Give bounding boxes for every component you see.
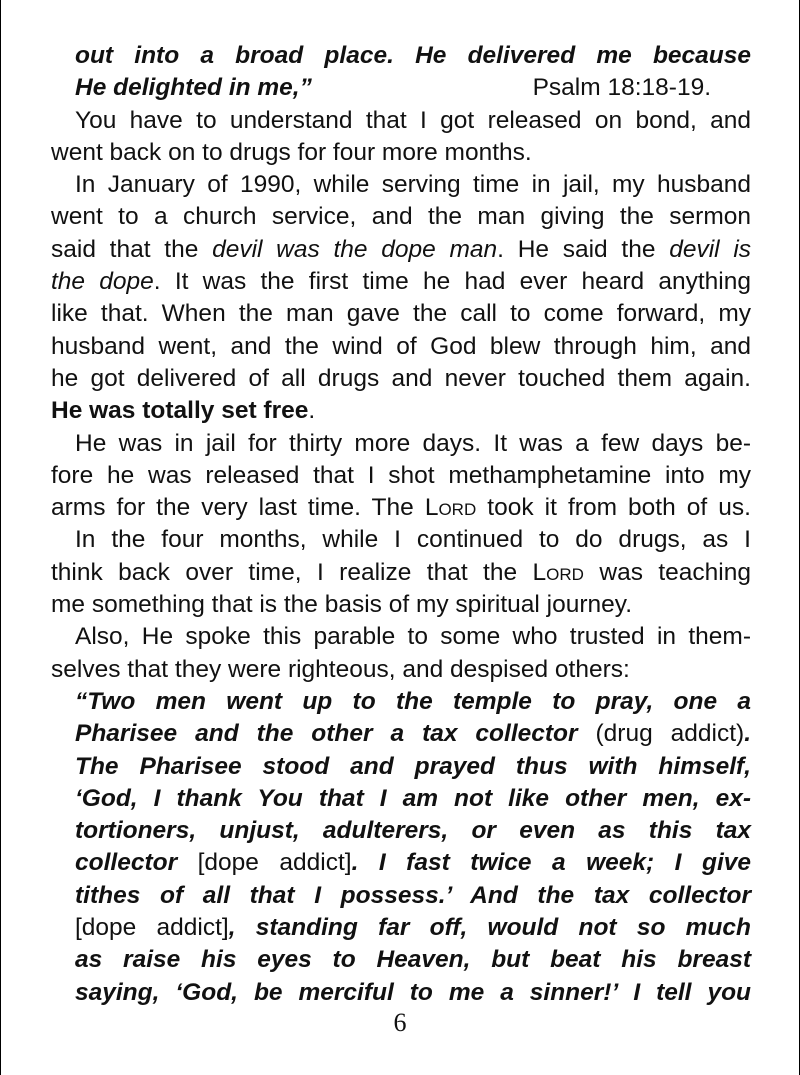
- quote-line: [51, 718, 751, 750]
- paragraph-line: me something that is the basis of my spiritual journey.: [51, 591, 633, 619]
- paragraph-line: husband went, and the wind of God blew through him, and: [51, 332, 751, 360]
- paragraph-line: he got delivered of all drugs and never touched them again.: [51, 364, 751, 392]
- small-caps-text: Lord: [424, 494, 477, 522]
- paragraph-line: [51, 234, 751, 266]
- paragraph-line: selves that they were righteous, and despised others:: [51, 655, 630, 683]
- aside-text: (drug addict): [577, 720, 745, 748]
- quote-line: as raise his eyes to Heaven, but beat his breast: [75, 946, 751, 974]
- paragraph-line: like that. When the man gave the call to come forward, my: [51, 300, 751, 328]
- paragraph-line: [51, 492, 751, 524]
- quote-line: ‘God, I thank You that I am not like other men, ex-: [75, 784, 751, 812]
- quote-text: , standing far off, would not so much: [228, 914, 751, 942]
- text-run: . He said the: [497, 235, 670, 263]
- paragraph-line: Also, He spoke this parable to some who trusted in them-: [75, 623, 751, 651]
- paragraph-line: [51, 557, 751, 589]
- paragraph-line: went to a church service, and the man giving the sermon: [51, 203, 751, 231]
- scripture-reference: Psalm 18:18-19.: [532, 74, 711, 102]
- page-number: 6: [393, 1008, 407, 1037]
- text-run: . It was the first time he had ever heard anything: [153, 268, 751, 296]
- paragraph-line: fore he was released that I shot methamphetamine into my: [51, 461, 751, 489]
- paragraph-line: In the four months, while I continued to do drugs, as I: [75, 526, 751, 554]
- quote-text: . I fast twice a week; I give: [351, 849, 751, 877]
- paragraph-line: [51, 266, 751, 298]
- quote-line: tithes of all that I possess.’ And the tax collector: [75, 881, 751, 909]
- emphasis-text: devil is: [669, 235, 752, 263]
- text-run: was teaching: [583, 558, 751, 586]
- quote-text: .: [744, 720, 751, 748]
- small-caps-text: Lord: [532, 558, 584, 586]
- quote-line: [51, 912, 751, 944]
- text-run: took it from both of us.: [476, 494, 751, 522]
- paragraph-line: In January of 1990, while serving time in jail, my husband: [75, 171, 751, 199]
- page-body: [51, 40, 751, 1009]
- aside-text: [dope addict]: [75, 914, 229, 942]
- emphasis-text: devil was the dope man: [212, 235, 498, 263]
- paragraph-line: He was in jail for thirty more days. It was a few days be-: [75, 429, 751, 457]
- aside-text: [dope addict]: [177, 849, 352, 877]
- verse-line-with-reference: [51, 72, 751, 104]
- quote-text: collector: [75, 849, 178, 877]
- text-run: .: [308, 397, 316, 425]
- bold-text: He was totally set free: [51, 397, 309, 425]
- emphasis-text: the dope: [51, 268, 154, 296]
- text-run: arms for the very last time. The: [51, 494, 425, 522]
- quote-line: “Two men went up to the temple to pray, one a: [75, 687, 751, 715]
- quote-line: tortioners, unjust, adulterers, or even as this tax: [75, 817, 751, 845]
- paragraph-line: [51, 395, 751, 427]
- quote-line: [51, 847, 751, 879]
- paragraph-line: You have to understand that I got released on bond, and: [75, 106, 751, 134]
- quote-line: saying, ‘God, be merciful to me a sinner!’ I tell you: [75, 978, 751, 1006]
- verse-line: out into a broad place. He delivered me because: [75, 42, 751, 69]
- text-run: said that the: [51, 235, 213, 263]
- text-run: think back over time, I realize that the: [51, 558, 533, 586]
- quote-text: Pharisee and the other a tax collector: [75, 720, 578, 748]
- paragraph-line: went back on to drugs for four more months.: [51, 138, 532, 166]
- quote-line: The Pharisee stood and prayed thus with himself,: [75, 752, 751, 780]
- verse-text: He delighted in me,”: [75, 74, 312, 102]
